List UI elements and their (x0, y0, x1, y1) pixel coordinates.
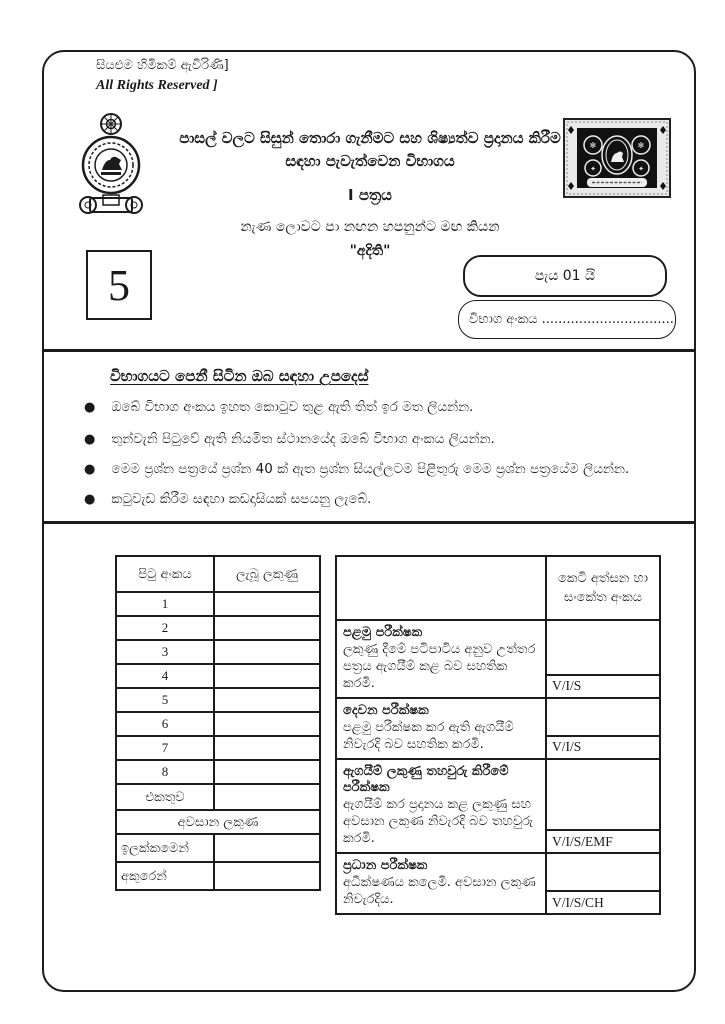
signature-cell (547, 760, 659, 852)
examiner-title: ඇගයීම් ලකුණු තහවුරු කිරීමේ පරීක්ෂක (343, 763, 509, 796)
in-figures-label: ඉලක්කමෙන් (116, 834, 214, 862)
marks-cell (214, 616, 320, 640)
signature-cell (547, 699, 659, 758)
table-row (116, 664, 320, 688)
grade-number: 5 (108, 260, 130, 310)
marks-cell (214, 688, 320, 712)
page-marks-table (115, 555, 321, 891)
examiner-certification-table (335, 555, 661, 915)
figures-row (116, 834, 320, 862)
page-number-cell: 6 (116, 712, 214, 736)
signature-space (547, 760, 659, 829)
exam-title (150, 127, 590, 172)
examiner-row (337, 697, 659, 758)
motto-line: නැණ ලොවට පා නඟන හපනුන්ට මඟ කියන (240, 219, 500, 235)
svg-text:✻: ✻ (637, 141, 645, 150)
final-marks-label: අවසාන ලකුණ (116, 810, 320, 834)
examiner-row (337, 758, 659, 852)
page-number-cell: 5 (116, 688, 214, 712)
in-words-label: අකුරෙන් (116, 862, 214, 890)
examiner-statement (337, 854, 547, 913)
grade-box (86, 250, 152, 320)
marks-cell (214, 640, 320, 664)
marks-cell (214, 760, 320, 784)
signature-space (547, 854, 659, 890)
bullet-icon: ● (84, 492, 96, 507)
svg-text:✦: ✦ (590, 165, 596, 173)
section-divider-bottom (42, 521, 694, 524)
instruction-item (84, 461, 664, 479)
duration-label: පැය 01 යි (534, 268, 596, 284)
svg-text:✻: ✻ (589, 141, 597, 150)
paper-name: "අදිති" (349, 243, 391, 259)
figures-cell (214, 834, 320, 862)
table-row (116, 592, 320, 616)
page-number-cell: 4 (116, 664, 214, 688)
instruction-text: තුන්වැනි පිටුවේ ඇති නියමිත ස්ථානයේද ඔබේ විභාග අංකය ලියන්න. (111, 431, 495, 447)
section-divider-top (42, 349, 694, 352)
page-number-cell: 7 (116, 736, 214, 760)
copyright-block (96, 57, 229, 96)
total-cell (214, 784, 320, 810)
examiner-description: ඇගයීම් කර ප්‍රදානය කළ ලකුණු සහ අවසාන ලකුණ නිවැරදි බව තහවුරු කරමි. (343, 797, 533, 847)
examiner-header-row (337, 557, 659, 619)
examiner-description: අධීක්ෂණය කලෙමි. අවසාන ලකුණ නිවැරදිය. (343, 875, 536, 908)
total-row (116, 784, 320, 810)
table-row (116, 616, 320, 640)
signature-space (547, 699, 659, 735)
signature-cell (547, 854, 659, 913)
final-marks-row (116, 810, 320, 834)
table-row (116, 688, 320, 712)
examiner-statement (337, 621, 547, 697)
page-number-cell: 1 (116, 592, 214, 616)
table-row (116, 736, 320, 760)
signature-code: V/I/S/CH (547, 890, 659, 913)
words-cell (214, 862, 320, 890)
signature-code-header: කෙටි අත්සන හා සංකේත අංකය (558, 570, 648, 605)
examiner-header-empty-cell (337, 557, 547, 619)
copyright-sinhala: සියළුම හිමිකම් ඇවිරිණි] (96, 58, 229, 73)
words-row (116, 862, 320, 890)
exam-title-line2: සඳහා පැවැත්වෙන විභාගය (285, 151, 455, 170)
examiner-description: ලකුණු දීමේ පටිපාටිය අනුව උත්තර පත්‍රය ඇගයීම් කළ බව සහතික කරමි. (343, 642, 536, 692)
signature-code: V/I/S (547, 674, 659, 697)
total-label: එකතුව (116, 784, 214, 810)
signature-cell (547, 621, 659, 697)
exam-title-line1: පාසල් වලට සිසුන් තොරා ගැනීමට සහ ශිෂ්‍යත්ව ප්‍රදානය කිරීම (179, 129, 561, 147)
marks-cell (214, 712, 320, 736)
examiner-row (337, 619, 659, 697)
marks-cell (214, 664, 320, 688)
examiner-statement (337, 699, 547, 758)
instruction-text: මෙම ප්‍රශ්න පත්‍රයේ ප්‍රශ්න 40 ක් ඇත ප්‍රශ්න සියල්ලටම පිළිතුරු මෙම ප්‍රශ්න පත්‍රයේම ලියන්න. (111, 461, 630, 477)
page-number-cell: 8 (116, 760, 214, 784)
index-number-label: විභාග අංකය ................................ (469, 312, 674, 327)
examiner-description: පළමු පරීක්ෂක කර ඇති ඇගයීම් නිවැරදි බව සහතික කරමි. (343, 720, 514, 753)
instruction-text: කටුවැඩ කිරීම සඳහා කඩදාසියක් සපයනු ලැබේ. (111, 491, 372, 507)
instructions-heading: විභාගයට පෙනී සිටින ඔබ සඳහා උපදෙස් (110, 367, 369, 385)
page-number-cell: 3 (116, 640, 214, 664)
page-number-cell: 2 (116, 616, 214, 640)
table-row (116, 640, 320, 664)
sri-lanka-emblem-icon (78, 112, 144, 218)
bullet-icon: ● (84, 400, 96, 415)
page-number-header: පිටු අංකය (116, 556, 214, 592)
examiner-title: දෙවන පරීක්ෂක (343, 702, 429, 718)
signature-space (547, 621, 659, 674)
instruction-text: ඔබේ විභාග අංකය ඉහත කොටුව තුළ ඇති තිත් ඉර මත ලියන්න. (111, 399, 474, 415)
examiner-statement (337, 760, 547, 852)
examiner-title: ප්‍රධාන පරීක්ෂක (343, 858, 428, 874)
table-row (116, 760, 320, 784)
signature-code: V/I/S/EMF (547, 829, 659, 852)
index-number-box (458, 300, 676, 339)
marks-cell (214, 592, 320, 616)
instruction-item (84, 491, 664, 509)
marks-cell (214, 736, 320, 760)
bullet-icon: ● (84, 432, 96, 447)
duration-box (463, 255, 667, 297)
copyright-english: All Rights Reserved ] (96, 77, 218, 93)
examiner-title: පළමු පරීක්ෂක (343, 625, 423, 640)
bullet-icon: ● (84, 462, 96, 477)
table-row (116, 712, 320, 736)
instruction-item (84, 399, 664, 417)
signature-code: V/I/S (547, 735, 659, 758)
svg-text:✦: ✦ (638, 165, 644, 173)
sri-lanka-emblem-logo (78, 112, 144, 222)
paper-number-label: I පත්‍රය (348, 186, 392, 204)
table-header-row (116, 556, 320, 592)
instruction-item (84, 431, 664, 449)
examiner-row (337, 852, 659, 913)
marks-obtained-header: ලැබූ ලකුණු (214, 556, 320, 592)
